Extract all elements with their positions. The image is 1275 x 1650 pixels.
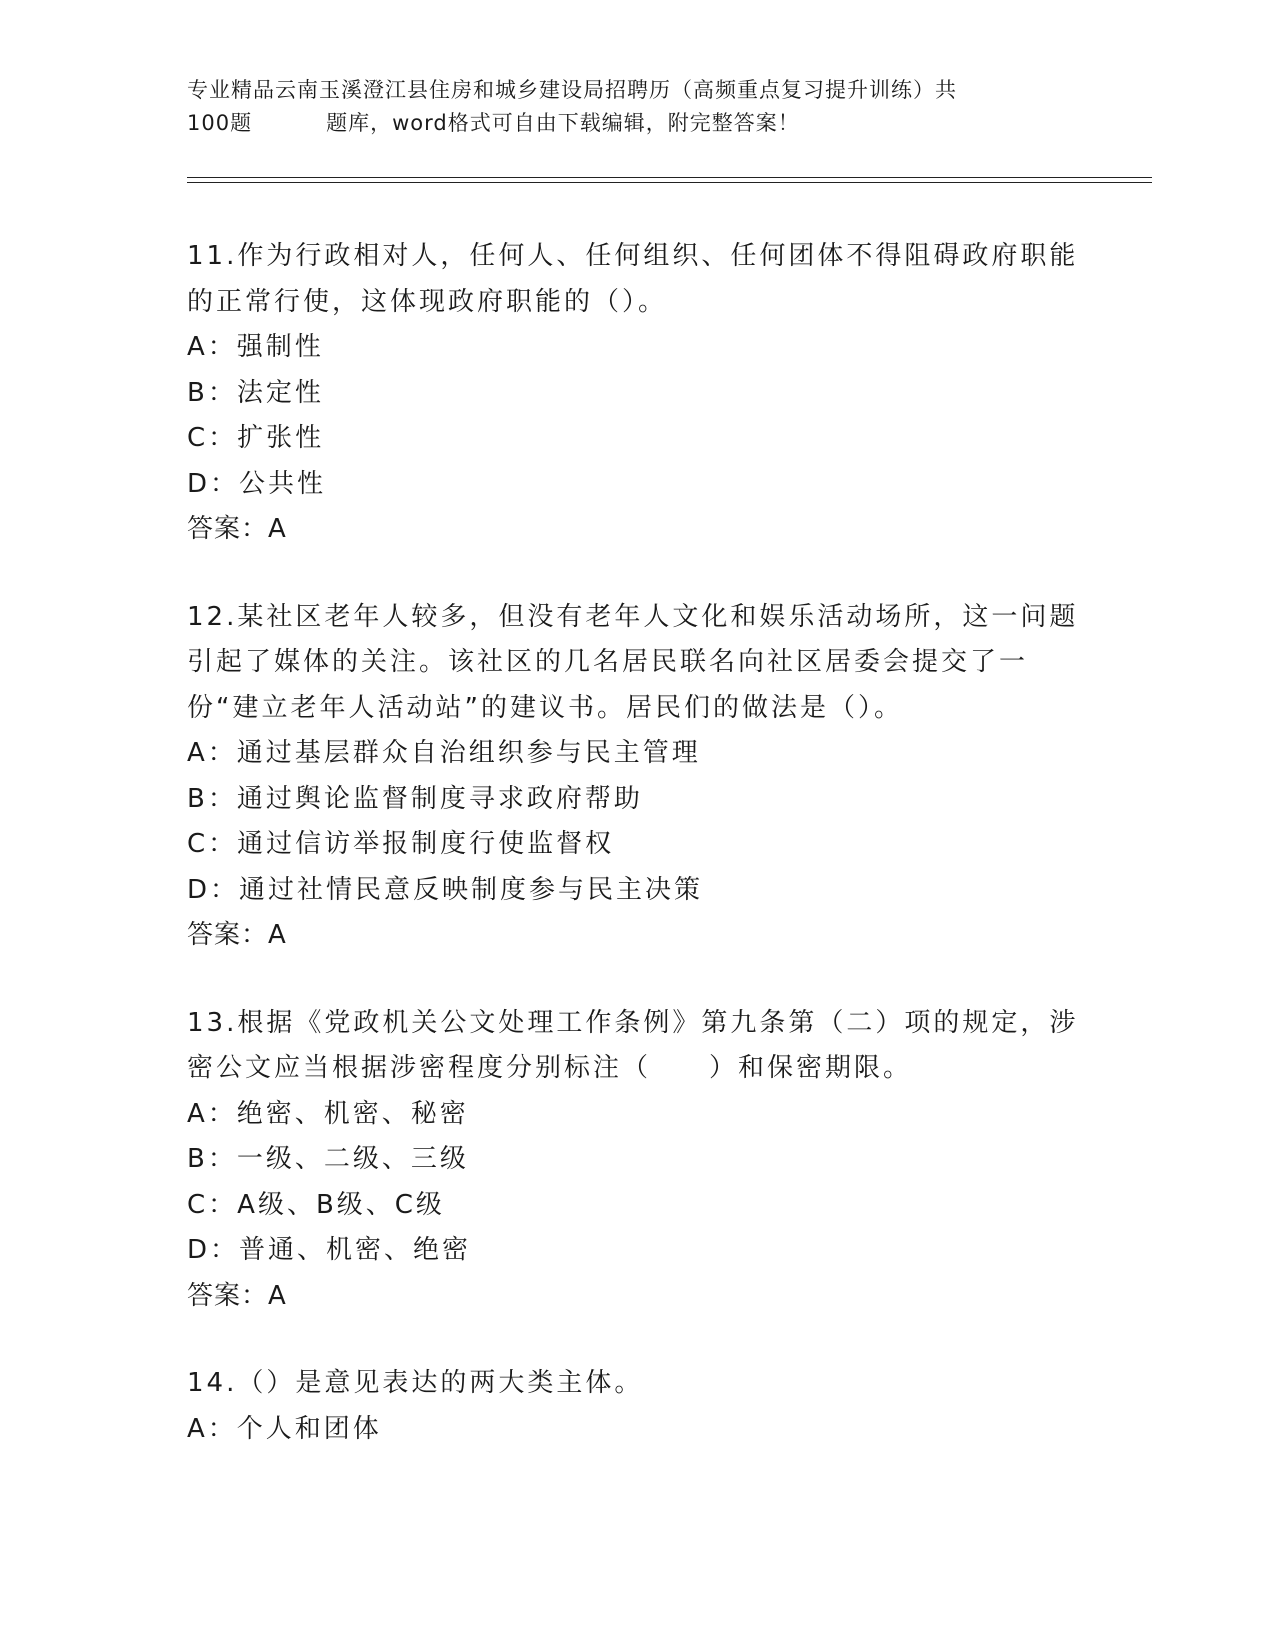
question-stem: 11.作为行政相对人，任何人、任何组织、任何团体不得阻碍政府职能的正常行使，这体现政府职能的（）。 [187,241,1079,317]
option-d: D：公共性 [187,468,327,499]
question-stem: 12.某社区老年人较多，但没有老年人文化和娱乐活动场所，这一问题引起了媒体的关注。该社区的几名居民联名向社区居委会提交了一份“建立老年人活动站”的建议书。居民们的做法是（）。 [187,601,1079,723]
option-d: D：普通、机密、绝密 [187,1235,472,1265]
question-12 [187,595,1087,959]
option-c: C：通过信访举报制度行使监督权 [187,829,615,859]
answer-line: 答案：A [187,920,287,950]
option-c: C：扩张性 [187,423,325,453]
option-a: A：通过基层群众自治组织参与民主管理 [187,738,701,768]
question-11 [187,234,1087,553]
option-b: B：法定性 [187,377,324,408]
question-stem: 13.根据《党政机关公文处理工作条例》第九条第（二）项的规定，涉密公文应当根据涉密程度分别标注（ ）和保密期限。 [187,1007,1079,1083]
header-divider-top [187,177,1152,178]
header-line-2 [187,107,1067,140]
question-14 [187,1361,1087,1452]
header-divider-bottom [187,182,1152,183]
header-line-1: 专业精品云南玉溪澄江县住房和城乡建设局招聘历（高频重点复习提升训练）共 [187,78,957,102]
option-a: A：绝密、机密、秘密 [187,1098,469,1129]
question-list [187,234,1087,1494]
header-description: 题库，word格式可自由下载编辑，附完整答案！ [326,111,800,135]
answer-line: 答案：A [187,514,287,544]
question-stem: 14.（）是意见表达的两大类主体。 [187,1368,644,1398]
header-question-count: 100题 [187,111,253,135]
option-a: A：强制性 [187,332,324,362]
option-b: B：通过舆论监督制度寻求政府帮助 [187,783,643,814]
answer-line: 答案：A [187,1280,287,1311]
option-c: C：A级、B级、C级 [187,1189,445,1220]
question-13 [187,1001,1087,1320]
document-header [187,74,1067,140]
option-b: B：一级、二级、三级 [187,1144,469,1174]
option-a: A：个人和团体 [187,1413,382,1444]
option-d: D：通过社情民意反映制度参与民主决策 [187,874,704,905]
